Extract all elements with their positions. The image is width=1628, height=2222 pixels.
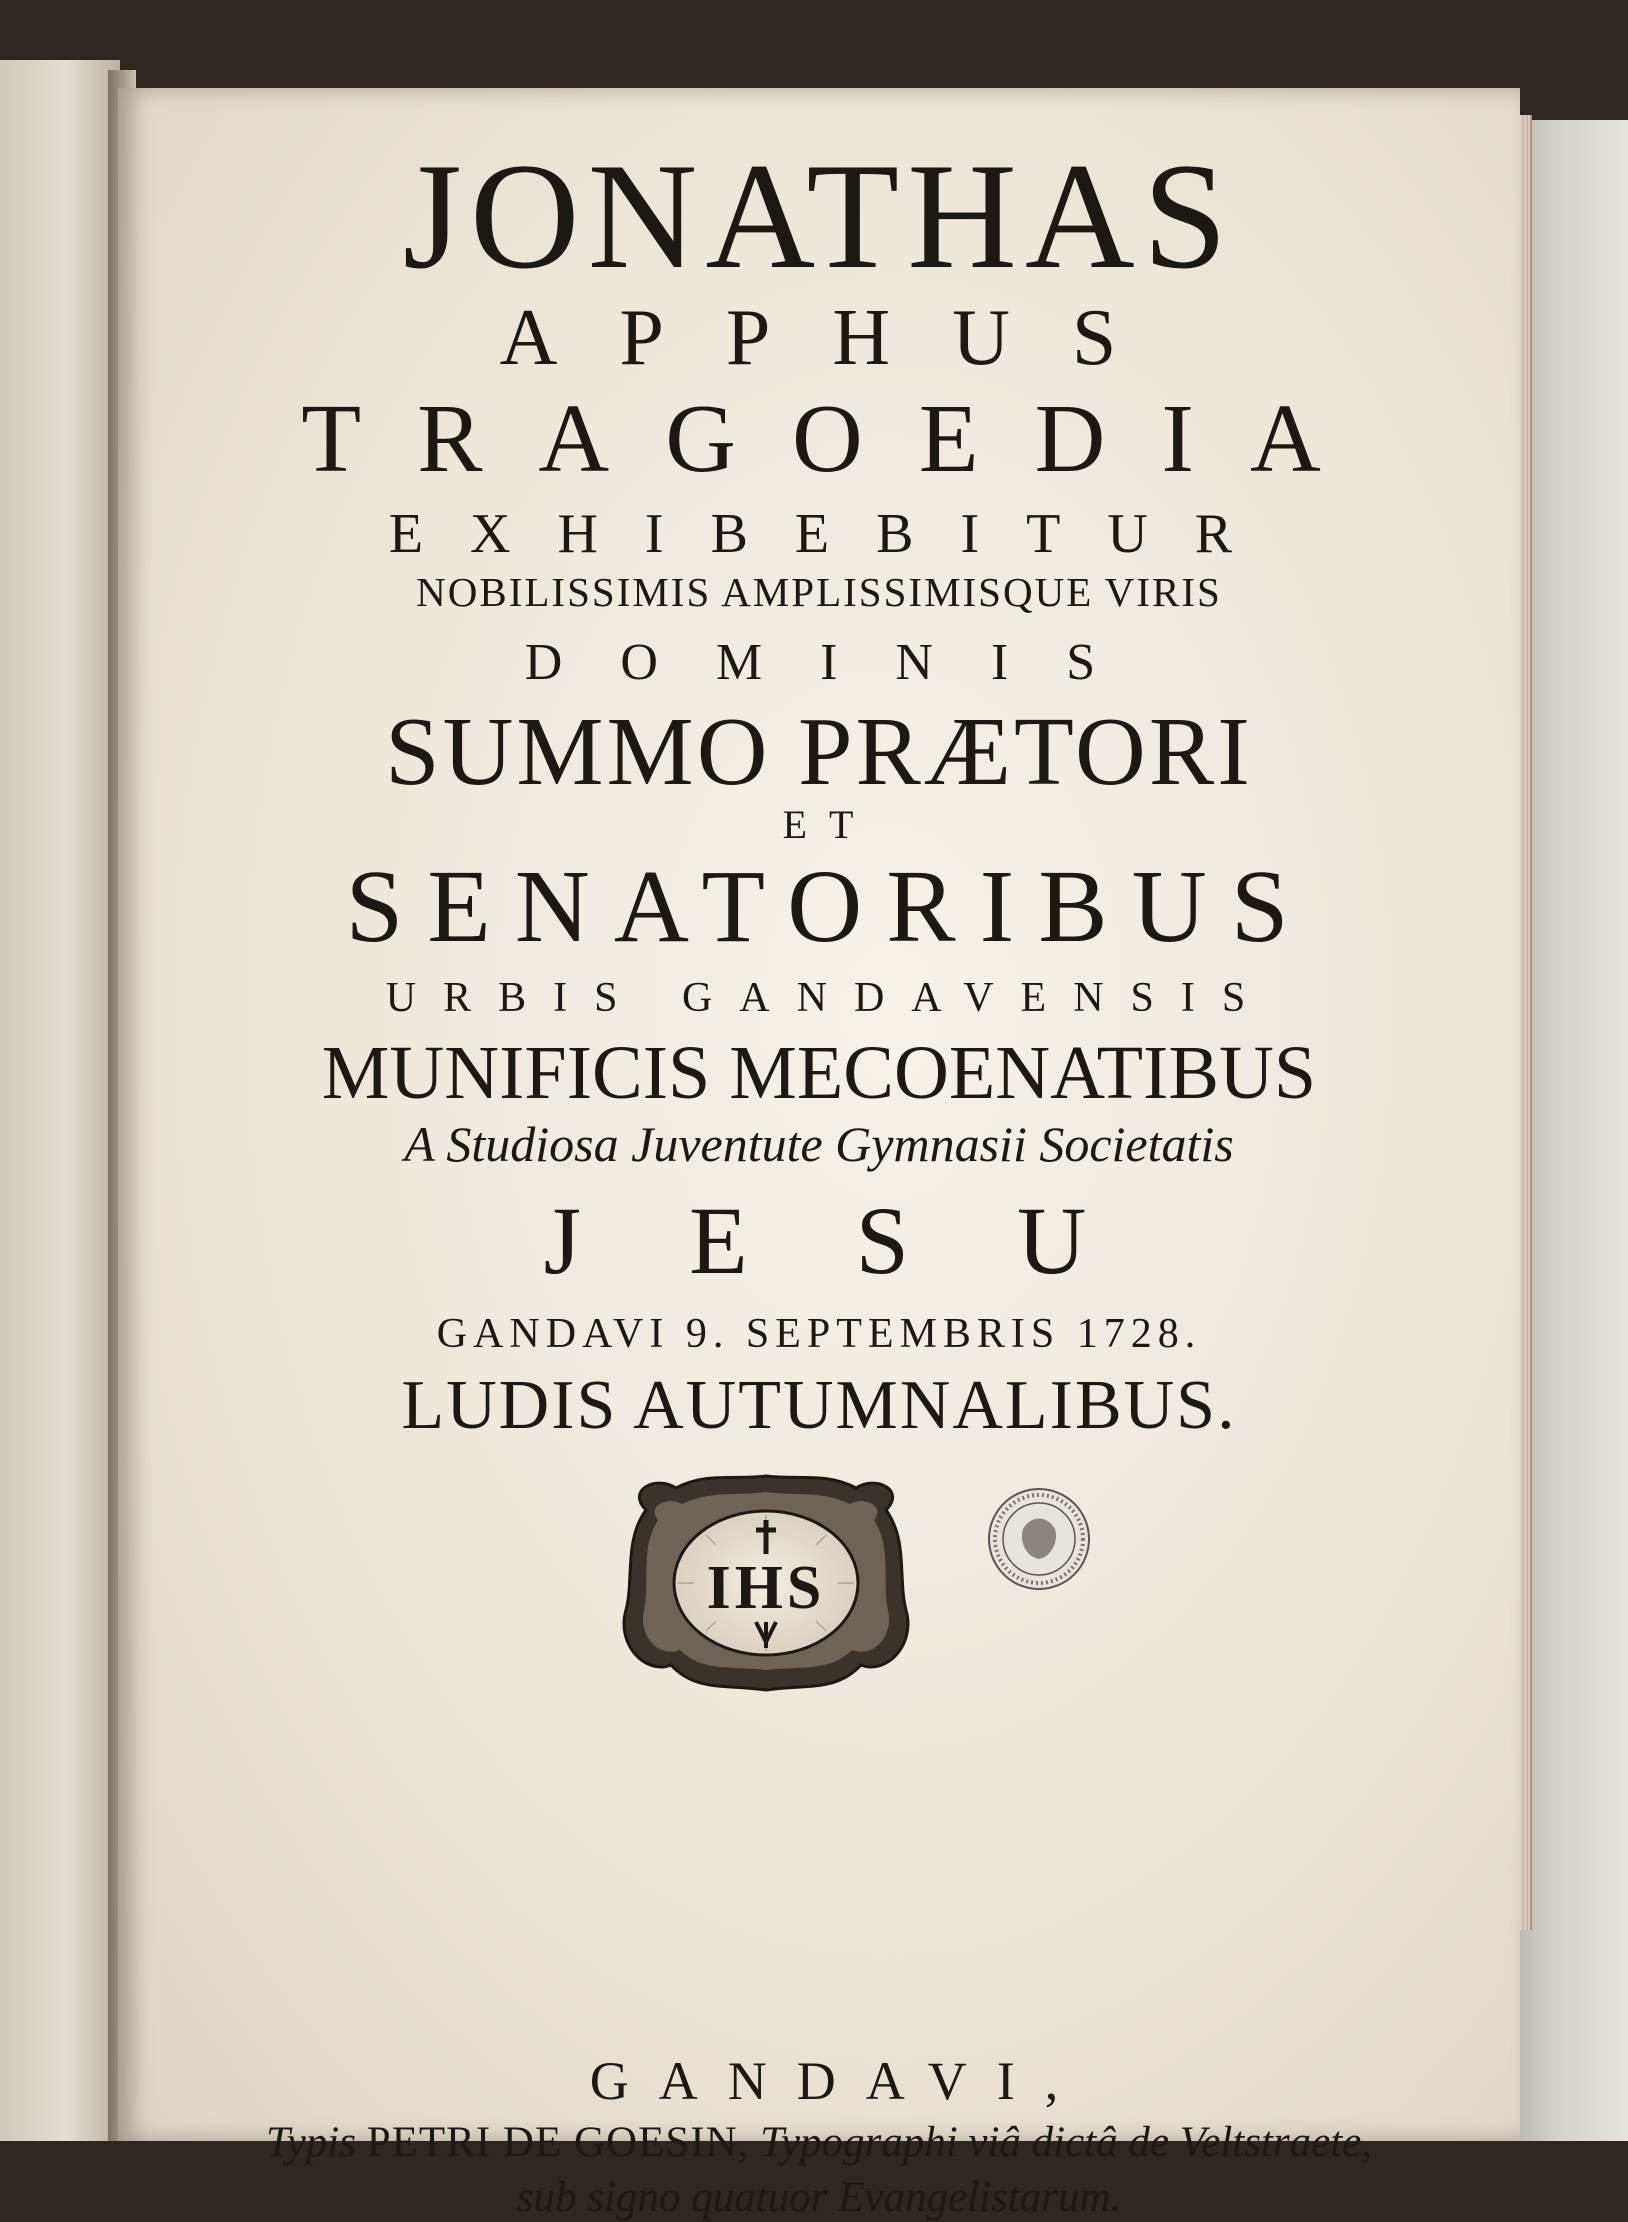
imprint-city: GANDAVI, — [589, 2051, 1089, 2111]
typis-prefix: Typis — [265, 2119, 356, 2166]
printer-name: PETRI DE GOESIN, — [366, 2119, 750, 2166]
urbis-line: URBIS GANDAVENSIS — [385, 975, 1273, 1021]
exhibebitur-line: EXHIBEBITUR — [388, 503, 1280, 565]
jesu-line: JESU — [543, 1187, 1195, 1294]
ludis-line: LUDIS AUTUMNALIBUS. — [401, 1367, 1237, 1444]
dominis-line: DOMINIS — [524, 634, 1154, 691]
genre-line: TRAGOEDIA — [301, 385, 1377, 493]
imprint-printer-line — [138, 2118, 1500, 2167]
studiosa-line: A Studiosa Juventute Gymnasii Societatis — [404, 1116, 1234, 1172]
imprint-sign: sub signo quatuor Evangelistarum. — [516, 2174, 1122, 2221]
munificis-line: MUNIFICIS MECOENATIBUS — [321, 1031, 1317, 1115]
subtitle: APPHUS — [499, 294, 1179, 382]
title-page-text — [138, 110, 1500, 1444]
main-title: JONATHAS — [402, 132, 1236, 300]
imprint — [138, 2050, 1500, 2222]
library-stamp-icon — [985, 1485, 1093, 1593]
svg-text:IHS: IHS — [706, 1554, 826, 1622]
date-line: GANDAVI 9. SEPTEMBRIS 1728. — [436, 1311, 1202, 1357]
et-line: ET — [782, 802, 876, 847]
typis-suffix: Typographi viâ dictâ de Veltstraete, — [760, 2119, 1373, 2166]
senatoribus-line: SENATORIBUS — [345, 849, 1313, 964]
left-page-edge — [0, 60, 120, 2141]
summo-line: SUMMO PRÆTORI — [385, 698, 1253, 806]
ihs-cartouche-icon — [616, 1470, 916, 1696]
dedication-intro: NOBILISSIMIS AMPLISSIMISQUE VIRIS — [416, 569, 1222, 615]
